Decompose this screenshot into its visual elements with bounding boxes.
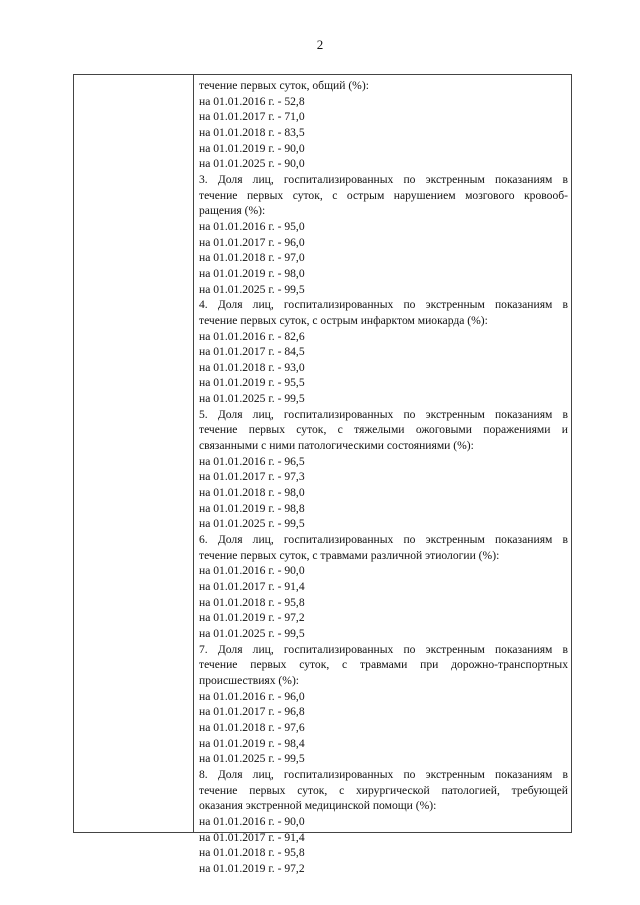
indicator-value: на 01.01.2017 г. - 96,0: [199, 235, 305, 249]
indicator-value: на 01.01.2019 г. - 95,5: [199, 376, 305, 390]
indicator-5: [199, 407, 568, 532]
indicator-title-line: 6. Доля лиц, госпитализированных по экстренным показаниям в: [199, 533, 568, 547]
indicator-value: на 01.01.2016 г. - 96,5: [199, 454, 305, 468]
indicator-value: на 01.01.2016 г. - 90,0: [199, 564, 305, 578]
indicator-value: на 01.01.2016 г. - 96,0: [199, 689, 305, 703]
indicator-value: на 01.01.2017 г. - 84,5: [199, 345, 305, 359]
indicator-8: [199, 767, 568, 877]
indicator-value: на 01.01.2018 г. - 98,0: [199, 486, 305, 500]
indicator-title-tail: течение первых суток, общий (%):: [199, 79, 369, 92]
page-number: 2: [316, 37, 324, 52]
indicator-value: на 01.01.2016 г. - 82,6: [199, 329, 305, 343]
indicator-6: [199, 532, 568, 642]
indicator-title-line: течение первых суток, с острым инфарктом миокарда (%):: [199, 313, 488, 327]
indicator-title-line: течение первых суток, с травмами различной этиологии (%):: [199, 548, 500, 562]
indicator-value: на 01.01.2018 г. - 95,8: [199, 595, 305, 609]
indicator-value: на 01.01.2017 г. - 97,3: [199, 470, 305, 484]
indicator-value: на 01.01.2017 г. - 96,8: [199, 705, 305, 719]
indicator-7: [199, 642, 568, 767]
indicator-value: на 01.01.2016 г. - 95,0: [199, 219, 305, 233]
indicators-cell: [199, 78, 568, 876]
indicator-title-line: 5. Доля лиц, госпитализированных по экстренным показаниям в: [199, 407, 568, 421]
indicator-title-line: происшествиях (%):: [199, 673, 300, 687]
indicator-title-line: течение первых суток, с травмами при дорожно-транспортных: [199, 658, 568, 672]
indicators-table: [73, 74, 572, 875]
indicator-title-line: 7. Доля лиц, госпитализированных по экстренным показаниям в: [199, 642, 568, 656]
indicator-value: на 01.01.2018 г. - 97,6: [199, 720, 305, 734]
indicator-value: на 01.01.2025 г. - 90,0: [199, 157, 305, 171]
indicator-value: на 01.01.2019 г. - 98,8: [199, 501, 305, 515]
indicator-value: на 01.01.2016 г. - 90,0: [199, 814, 305, 828]
indicator-value: на 01.01.2025 г. - 99,5: [199, 752, 305, 766]
indicator-value: на 01.01.2018 г. - 93,0: [199, 360, 305, 374]
indicator-value: на 01.01.2018 г. - 97,0: [199, 251, 305, 265]
indicator-continuation: [199, 78, 568, 172]
indicator-value: на 01.01.2019 г. - 90,0: [199, 141, 305, 155]
indicator-value: на 01.01.2025 г. - 99,5: [199, 626, 305, 640]
indicator-value: на 01.01.2025 г. - 99,5: [199, 517, 305, 531]
indicator-value: на 01.01.2019 г. - 97,2: [199, 611, 305, 625]
indicator-title-line: оказания экстренной медицинской помощи (%):: [199, 799, 437, 813]
table-left-column: [74, 75, 194, 832]
indicator-value: на 01.01.2018 г. - 95,8: [199, 846, 305, 860]
indicator-3: [199, 172, 568, 297]
indicator-title-line: 3. Доля лиц, госпитализированных по экстренным показаниям в: [199, 172, 568, 186]
indicator-title-line: течение первых суток, с тяжелыми ожоговыми поражениями и: [199, 423, 568, 437]
indicator-value: на 01.01.2025 г. - 99,5: [199, 392, 305, 406]
indicator-title-line: течение первых суток, с хирургической патологией, требующей: [199, 783, 568, 797]
indicator-value: на 01.01.2025 г. - 99,5: [199, 282, 305, 296]
indicator-title-line: 4. Доля лиц, госпитализированных по экстренным показаниям в: [199, 298, 568, 312]
indicator-value: на 01.01.2017 г. - 91,4: [199, 580, 305, 593]
indicator-value: на 01.01.2019 г. - 97,2: [199, 861, 305, 875]
indicator-value: на 01.01.2016 г. - 52,8: [199, 94, 305, 108]
indicator-title-line: течение первых суток, с острым нарушением мозгового кровооб-: [199, 188, 568, 202]
indicator-title-line: ращения (%):: [199, 204, 266, 218]
indicator-value: на 01.01.2017 г. - 91,4: [199, 830, 305, 844]
indicator-value: на 01.01.2019 г. - 98,0: [199, 266, 305, 280]
indicator-title-line: 8. Доля лиц, госпитализированных по экстренным показаниям в: [199, 767, 568, 781]
indicator-4: [199, 297, 568, 407]
indicator-title-line: связанными с ними патологическими состояниями (%):: [199, 439, 474, 453]
indicator-value: на 01.01.2017 г. - 71,0: [199, 110, 305, 124]
indicator-value: на 01.01.2019 г. - 98,4: [199, 736, 305, 750]
indicator-value: на 01.01.2018 г. - 83,5: [199, 125, 305, 139]
